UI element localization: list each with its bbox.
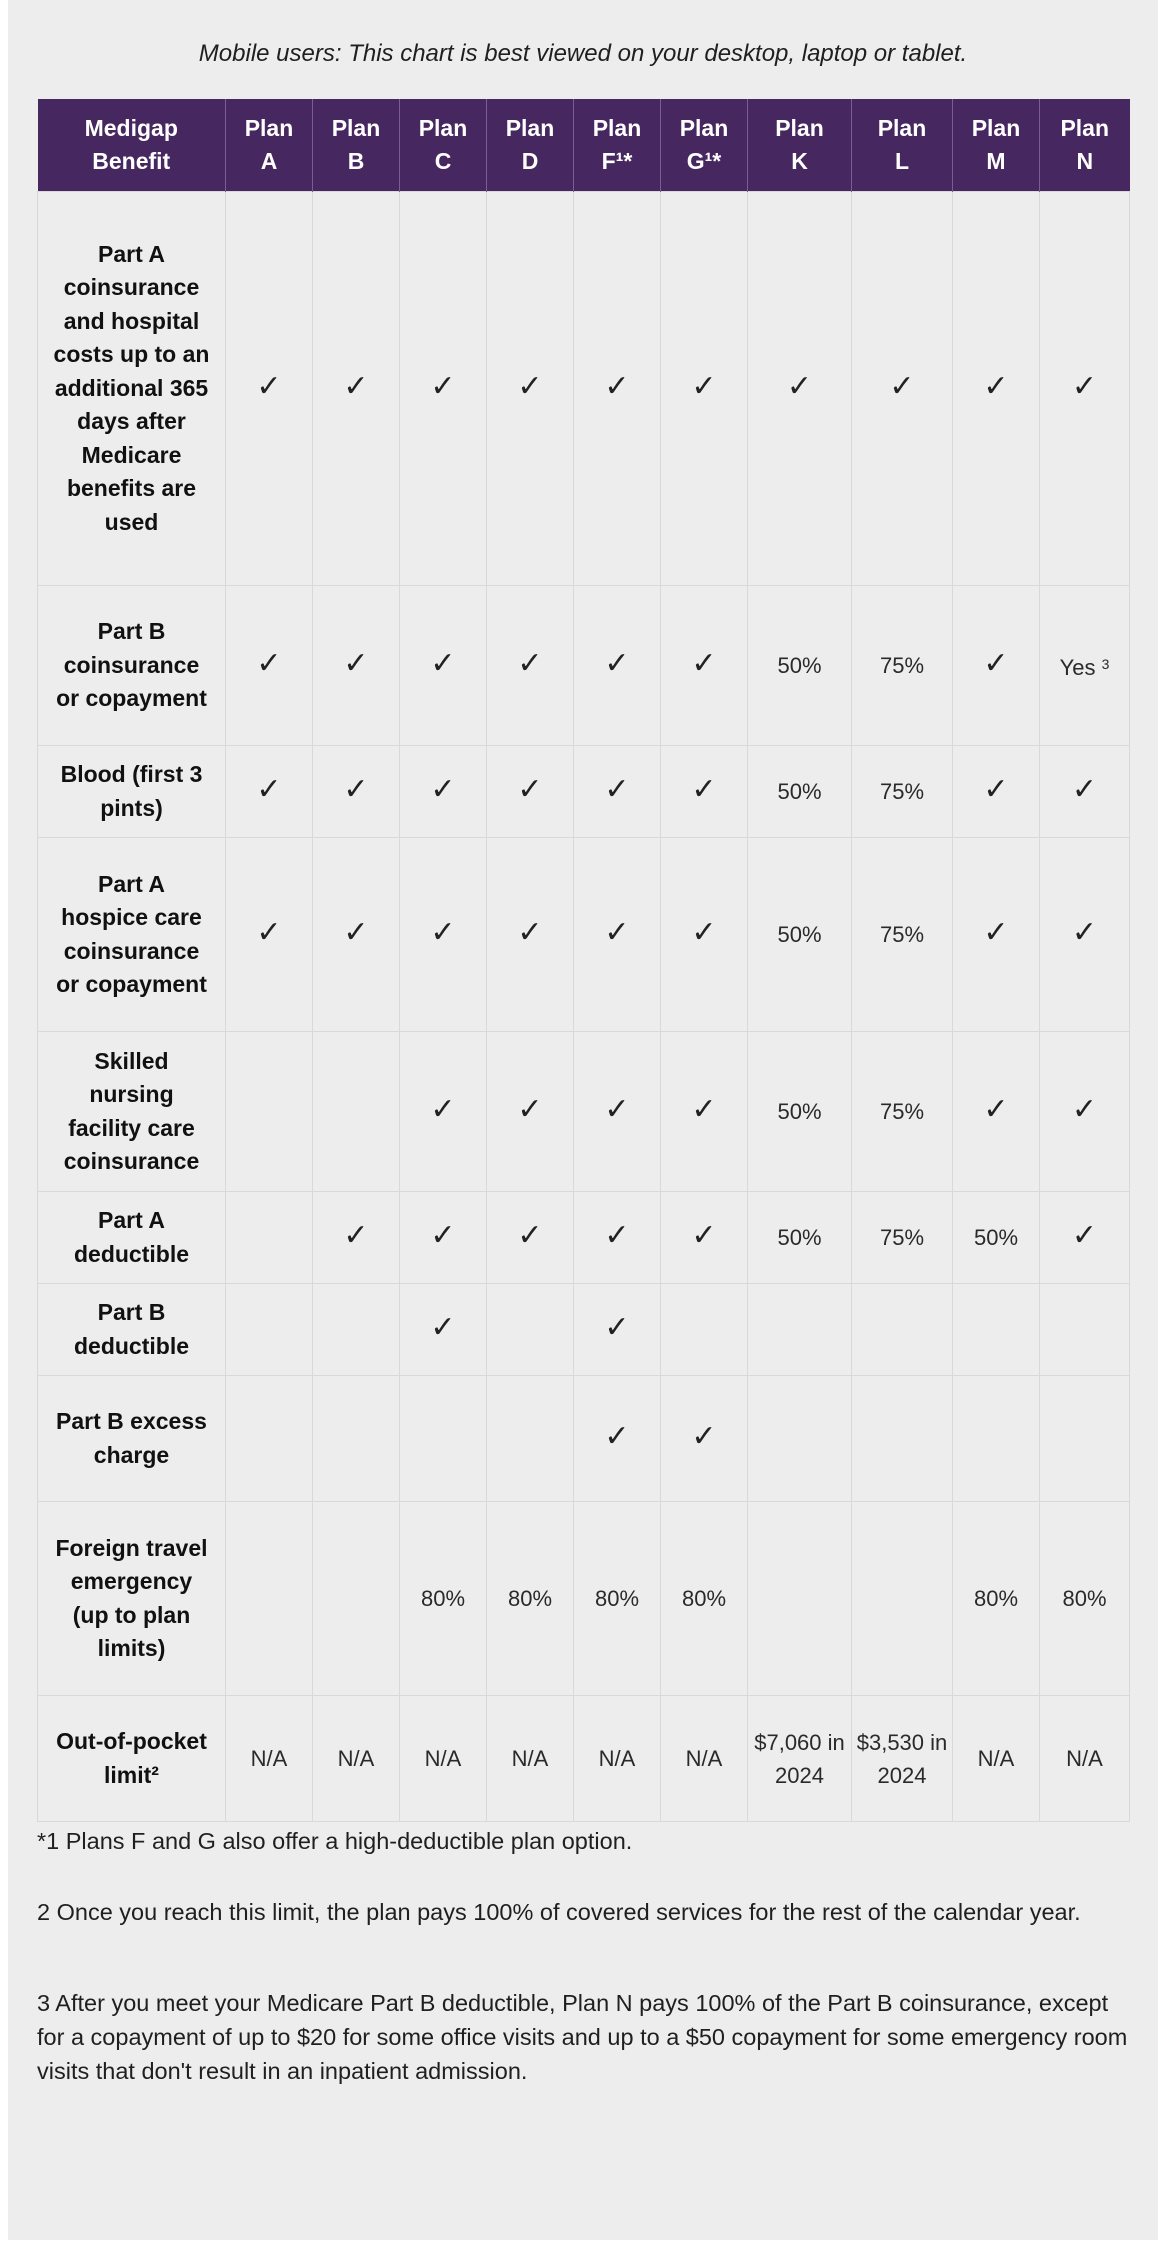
check-icon: ✓ (1071, 369, 1098, 404)
footnote-2: 2 Once you reach this limit, the plan pays 100% of covered services for the rest of the calendar year. (37, 1899, 1081, 1925)
cell-plan-6 (748, 1696, 852, 1822)
cell-plan-2 (400, 838, 487, 1032)
check-icon: ✓ (691, 1092, 717, 1127)
cell-plan-3 (487, 1502, 574, 1696)
benefit-label: Part A coinsurance and hospital costs up to an additional 365 days after Medicare benefits are used (38, 192, 226, 586)
cell-plan-9 (1040, 746, 1130, 838)
cell-plan-8 (953, 838, 1040, 1032)
cell-plan-5 (661, 1284, 748, 1376)
table-row (38, 746, 1130, 838)
benefit-label: Part B deductible (38, 1284, 226, 1376)
header-plan-word: Plan (331, 115, 381, 141)
cell-plan-2 (400, 1696, 487, 1822)
cell-plan-1 (313, 1192, 400, 1284)
table-header-row (38, 99, 1130, 192)
cell-value: 75% (879, 1225, 925, 1250)
check-icon: ✓ (430, 1310, 456, 1345)
check-icon: ✓ (517, 646, 543, 681)
check-icon: ✓ (256, 369, 282, 404)
cell-plan-3 (487, 586, 574, 746)
cell-plan-0 (226, 838, 313, 1032)
check-icon: ✓ (983, 915, 1009, 950)
cell-plan-7 (852, 586, 953, 746)
cell-plan-2 (400, 192, 487, 586)
check-icon: ✓ (786, 369, 813, 404)
header-plan-8 (953, 99, 1040, 192)
check-icon: ✓ (691, 772, 717, 807)
cell-plan-1 (313, 1376, 400, 1502)
cell-plan-3 (487, 1376, 574, 1502)
cell-plan-0 (226, 586, 313, 746)
check-icon: ✓ (604, 915, 630, 950)
header-benefit-line2: Benefit (92, 148, 171, 174)
benefit-label: Part B coinsurance or copayment (38, 586, 226, 746)
header-plan-3 (487, 99, 574, 192)
cell-plan-8 (953, 1284, 1040, 1376)
header-benefit-line1: Medigap (84, 115, 178, 141)
check-icon: ✓ (343, 772, 369, 807)
check-icon: ✓ (691, 369, 717, 404)
check-icon: ✓ (343, 646, 369, 681)
check-icon: ✓ (430, 915, 456, 950)
cell-plan-8 (953, 746, 1040, 838)
cell-plan-4 (574, 586, 661, 746)
cell-plan-2 (400, 1032, 487, 1192)
header-plan-word: Plan (971, 115, 1021, 141)
cell-plan-1 (313, 1032, 400, 1192)
check-icon: ✓ (889, 369, 915, 404)
benefit-label: Blood (first 3 pints) (38, 746, 226, 838)
cell-plan-0 (226, 1696, 313, 1822)
check-icon: ✓ (983, 772, 1009, 807)
header-plan-letter: K (791, 148, 808, 174)
benefit-label: Skilled nursing facility care coinsurance (38, 1032, 226, 1192)
page (8, 0, 1158, 2240)
header-plan-word: Plan (679, 115, 729, 141)
cell-plan-4 (574, 1284, 661, 1376)
cell-plan-8 (953, 1032, 1040, 1192)
cell-plan-1 (313, 586, 400, 746)
cell-plan-0 (226, 746, 313, 838)
header-plan-word: Plan (418, 115, 468, 141)
cell-plan-0 (226, 1502, 313, 1696)
footnote-1: *1 Plans F and G also offer a high-deductible plan option. (37, 1828, 633, 1854)
cell-plan-4 (574, 1032, 661, 1192)
benefit-label: Foreign travel emergency (up to plan limits) (38, 1502, 226, 1696)
cell-value: 80% (681, 1586, 727, 1611)
benefit-label: Part A deductible (38, 1192, 226, 1284)
cell-plan-2 (400, 1192, 487, 1284)
check-icon: ✓ (691, 1419, 717, 1454)
check-icon: ✓ (691, 646, 717, 681)
header-plan-6 (748, 99, 852, 192)
cell-plan-2 (400, 1502, 487, 1696)
check-icon: ✓ (983, 1092, 1009, 1127)
cell-plan-0 (226, 1032, 313, 1192)
header-plan-letter: M (986, 148, 1006, 174)
check-icon: ✓ (517, 369, 543, 404)
cell-plan-9 (1040, 838, 1130, 1032)
cell-plan-4 (574, 192, 661, 586)
cell-plan-7 (852, 1284, 953, 1376)
cell-plan-6 (748, 192, 852, 586)
check-icon: ✓ (256, 915, 282, 950)
cell-plan-5 (661, 1696, 748, 1822)
cell-plan-2 (400, 1284, 487, 1376)
benefit-label: Part A hospice care coinsurance or copayment (38, 838, 226, 1032)
header-plan-letter: G¹* (686, 148, 722, 174)
cell-plan-5 (661, 192, 748, 586)
cell-value: N/A (250, 1746, 288, 1771)
cell-plan-6 (748, 746, 852, 838)
table-row (38, 1284, 1130, 1376)
footnote-ref: 3 (1101, 655, 1110, 672)
table-row (38, 586, 1130, 746)
cell-plan-0 (226, 1192, 313, 1284)
cell-plan-9 (1040, 1032, 1130, 1192)
cell-plan-7 (852, 1696, 953, 1822)
cell-plan-0 (226, 192, 313, 586)
medigap-comparison-table (37, 99, 1130, 1822)
cell-plan-3 (487, 746, 574, 838)
cell-plan-6 (748, 838, 852, 1032)
cell-plan-9 (1040, 1376, 1130, 1502)
footnote-3: 3 After you meet your Medicare Part B deductible, Plan N pays 100% of the Part B coinsurance, except for a copayment of up to $20 for some office visits and up to a $50 copayment for some emergency room visits that don't result in an inpatient admission. (37, 1990, 1128, 2084)
cell-plan-2 (400, 586, 487, 746)
cell-value: 50% (777, 653, 822, 678)
header-plan-5 (661, 99, 748, 192)
check-icon: ✓ (430, 1092, 456, 1127)
cell-plan-7 (852, 838, 953, 1032)
table-row (38, 1376, 1130, 1502)
cell-plan-6 (748, 1032, 852, 1192)
cell-value: 50% (777, 922, 822, 947)
header-plan-word: Plan (505, 115, 555, 141)
check-icon: ✓ (691, 915, 717, 950)
check-icon: ✓ (604, 1218, 630, 1253)
check-icon: ✓ (691, 1218, 717, 1253)
table-row (38, 192, 1130, 586)
cell-plan-1 (313, 746, 400, 838)
cell-plan-8 (953, 1192, 1040, 1284)
cell-value: 75% (879, 779, 925, 804)
cell-plan-3 (487, 1192, 574, 1284)
cell-value: 75% (879, 653, 925, 678)
cell-value: N/A (598, 1746, 636, 1771)
cell-plan-7 (852, 192, 953, 586)
cell-plan-4 (574, 1376, 661, 1502)
cell-plan-6 (748, 1502, 852, 1696)
check-icon: ✓ (983, 646, 1009, 681)
cell-value: 50% (777, 1099, 822, 1124)
cell-plan-1 (313, 1284, 400, 1376)
header-plan-letter: A (260, 148, 278, 174)
cell-plan-3 (487, 1032, 574, 1192)
cell-value: $7,060 in 2024 (754, 1729, 845, 1788)
header-plan-letter: D (521, 148, 539, 174)
cell-plan-3 (487, 1284, 574, 1376)
cell-value: $3,530 in 2024 (856, 1729, 948, 1788)
cell-plan-5 (661, 746, 748, 838)
cell-value: 75% (879, 1099, 925, 1124)
cell-plan-9 (1040, 192, 1130, 586)
check-icon: ✓ (256, 772, 282, 807)
header-plan-word: Plan (1060, 115, 1110, 141)
cell-plan-1 (313, 1502, 400, 1696)
benefit-label: Out-of-pocket limit² (38, 1696, 226, 1822)
check-icon: ✓ (604, 369, 630, 404)
cell-plan-8 (953, 1696, 1040, 1822)
header-plan-1 (313, 99, 400, 192)
cell-plan-8 (953, 1502, 1040, 1696)
cell-plan-4 (574, 1192, 661, 1284)
cell-plan-5 (661, 1502, 748, 1696)
cell-plan-5 (661, 838, 748, 1032)
cell-plan-1 (313, 1696, 400, 1822)
check-icon: ✓ (604, 1092, 630, 1127)
cell-plan-4 (574, 746, 661, 838)
cell-value: N/A (977, 1746, 1015, 1771)
cell-plan-9 (1040, 1696, 1130, 1822)
check-icon: ✓ (430, 369, 456, 404)
header-plan-letter: C (434, 148, 452, 174)
check-icon: ✓ (604, 646, 630, 681)
cell-plan-7 (852, 1376, 953, 1502)
header-plan-word: Plan (877, 115, 927, 141)
header-plan-letter: B (347, 148, 365, 174)
cell-value: 50% (777, 1225, 822, 1250)
cell-value: Yes (1059, 654, 1096, 680)
check-icon: ✓ (517, 772, 543, 807)
check-icon: ✓ (517, 1092, 543, 1127)
header-plan-4 (574, 99, 661, 192)
cell-plan-9 (1040, 586, 1130, 746)
cell-plan-4 (574, 838, 661, 1032)
cell-value: 50% (973, 1225, 1019, 1250)
cell-plan-8 (953, 192, 1040, 586)
header-plan-9 (1040, 99, 1130, 192)
cell-value: N/A (1066, 1746, 1103, 1771)
cell-plan-6 (748, 1284, 852, 1376)
cell-plan-3 (487, 838, 574, 1032)
cell-plan-6 (748, 586, 852, 746)
benefit-label: Part B excess charge (38, 1376, 226, 1502)
check-icon: ✓ (604, 1419, 630, 1454)
cell-value: N/A (511, 1746, 549, 1771)
cell-plan-5 (661, 1192, 748, 1284)
mobile-note: Mobile users: This chart is best viewed on your desktop, laptop or tablet. (198, 40, 968, 67)
check-icon: ✓ (343, 369, 369, 404)
header-plan-word: Plan (244, 115, 294, 141)
header-plan-letter: N (1076, 148, 1094, 174)
cell-plan-7 (852, 1192, 953, 1284)
cell-value: N/A (424, 1746, 462, 1771)
check-icon: ✓ (430, 1218, 456, 1253)
cell-value: 80% (594, 1586, 640, 1611)
cell-value: N/A (337, 1746, 375, 1771)
check-icon: ✓ (1071, 772, 1098, 807)
cell-value: 50% (777, 779, 822, 804)
table-row (38, 1502, 1130, 1696)
check-icon: ✓ (430, 772, 456, 807)
cell-plan-5 (661, 1032, 748, 1192)
cell-plan-7 (852, 1502, 953, 1696)
cell-plan-5 (661, 586, 748, 746)
check-icon: ✓ (1071, 1218, 1098, 1253)
header-plan-letter: L (894, 148, 910, 174)
cell-plan-2 (400, 746, 487, 838)
check-icon: ✓ (983, 369, 1009, 404)
cell-value: N/A (685, 1746, 723, 1771)
header-benefit (38, 99, 226, 192)
header-plan-word: Plan (775, 115, 824, 141)
cell-plan-7 (852, 746, 953, 838)
header-plan-letter: F¹* (601, 148, 633, 174)
header-plan-0 (226, 99, 313, 192)
cell-plan-1 (313, 838, 400, 1032)
table-body (38, 192, 1130, 1822)
check-icon: ✓ (343, 915, 369, 950)
cell-plan-8 (953, 586, 1040, 746)
check-icon: ✓ (604, 772, 630, 807)
check-icon: ✓ (1071, 1092, 1098, 1127)
cell-plan-1 (313, 192, 400, 586)
check-icon: ✓ (517, 1218, 543, 1253)
check-icon: ✓ (604, 1310, 630, 1345)
table-row (38, 838, 1130, 1032)
table-row (38, 1696, 1130, 1822)
header-plan-7 (852, 99, 953, 192)
cell-value: 80% (973, 1586, 1019, 1611)
check-icon: ✓ (1071, 915, 1098, 950)
cell-plan-8 (953, 1376, 1040, 1502)
cell-plan-3 (487, 192, 574, 586)
cell-plan-9 (1040, 1502, 1130, 1696)
cell-plan-6 (748, 1376, 852, 1502)
cell-plan-4 (574, 1502, 661, 1696)
cell-value: 80% (507, 1586, 553, 1611)
cell-plan-0 (226, 1284, 313, 1376)
table-row (38, 1192, 1130, 1284)
cell-plan-5 (661, 1376, 748, 1502)
cell-plan-2 (400, 1376, 487, 1502)
cell-value: 80% (1062, 1586, 1107, 1611)
cell-plan-9 (1040, 1192, 1130, 1284)
header-plan-2 (400, 99, 487, 192)
cell-plan-9 (1040, 1284, 1130, 1376)
check-icon: ✓ (517, 915, 543, 950)
cell-value: 80% (420, 1586, 466, 1611)
check-icon: ✓ (256, 646, 282, 681)
check-icon: ✓ (430, 646, 456, 681)
cell-plan-0 (226, 1376, 313, 1502)
header-plan-word: Plan (592, 115, 642, 141)
cell-plan-6 (748, 1192, 852, 1284)
cell-plan-7 (852, 1032, 953, 1192)
cell-value: 75% (879, 922, 925, 947)
check-icon: ✓ (343, 1218, 369, 1253)
cell-plan-3 (487, 1696, 574, 1822)
cell-plan-4 (574, 1696, 661, 1822)
table-row (38, 1032, 1130, 1192)
